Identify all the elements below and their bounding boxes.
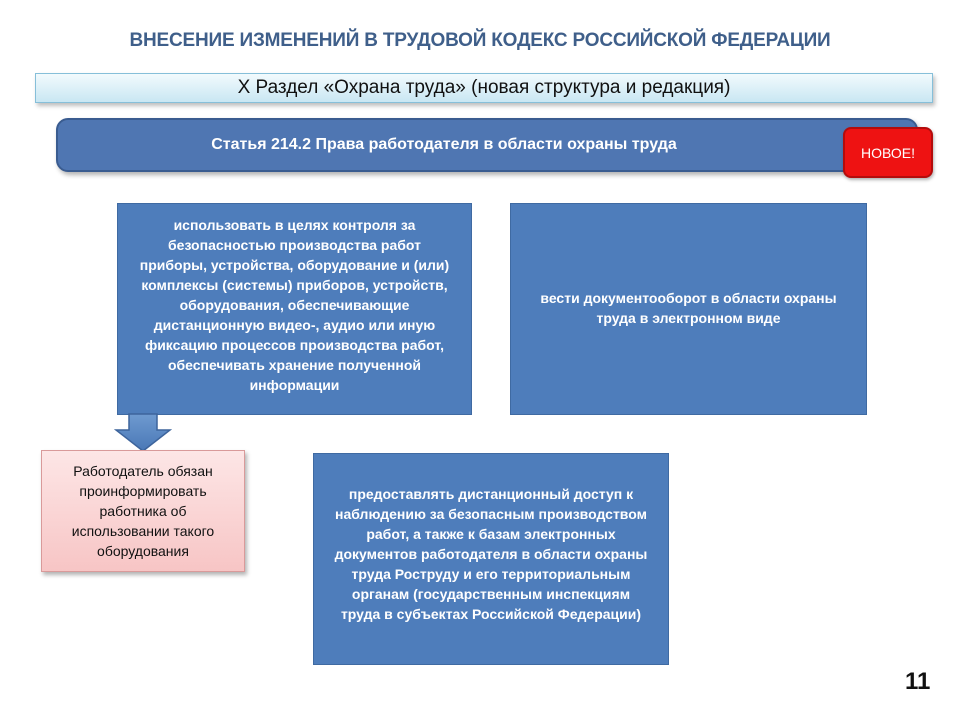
new-badge: НОВОЕ! [843,127,933,178]
box-line: обеспечивать хранение полученной [167,357,421,373]
box-line: труда в электронном виде [596,310,781,326]
box-line: вести документооборот в области охраны [540,290,837,306]
note-line: проинформировать [79,483,207,499]
note-line: использовании такого [71,523,215,539]
box-line: документов работодателя в области охраны [334,546,648,562]
box-line: фиксацию процессов производства работ, [144,337,445,353]
box-line: дистанционную видео-, аудио или иную [153,317,436,333]
remote-access-box [313,453,669,665]
electronic-documents-box [510,203,867,415]
employer-obligation-note [41,450,245,572]
box-line: наблюдению за безопасным производством [335,506,647,522]
box-line: труда в субъектах Российской Федерации) [340,606,642,622]
article-header: Статья 214.2 Права работодателя в области охраны труда [56,118,918,172]
note-line: оборудования [97,543,189,559]
box-line: использовать в целях контроля за [173,217,416,233]
box-line: органам (государственным инспекциям [351,586,631,602]
page-number: 11 [905,668,931,695]
box-line: безопасностью производства работ [168,237,421,253]
slide-title: ВНЕСЕНИЕ ИЗМЕНЕНИЙ В ТРУДОВОЙ КОДЕКС РОССИЙСКОЙ ФЕДЕРАЦИИ [129,30,831,51]
box-line: приборы, устройства, оборудование и (или) [139,257,450,273]
box-line: информации [249,377,340,393]
box-line: комплексы (системы) приборов, устройств, [141,277,448,293]
control-equipment-box [117,203,472,415]
box-line: оборудования, обеспечивающие [179,297,410,313]
section-header: Х Раздел «Охрана труда» (новая структура и редакция) [35,73,933,103]
box-line: труда Роструду и его территориальным [351,566,631,582]
down-arrow-icon [114,413,172,453]
box-line: работ, а также к базам электронных [366,526,616,542]
note-line: работника об [99,503,187,519]
box-line: предоставлять дистанционный доступ к [348,486,634,502]
note-line: Работодатель обязан [73,463,213,479]
